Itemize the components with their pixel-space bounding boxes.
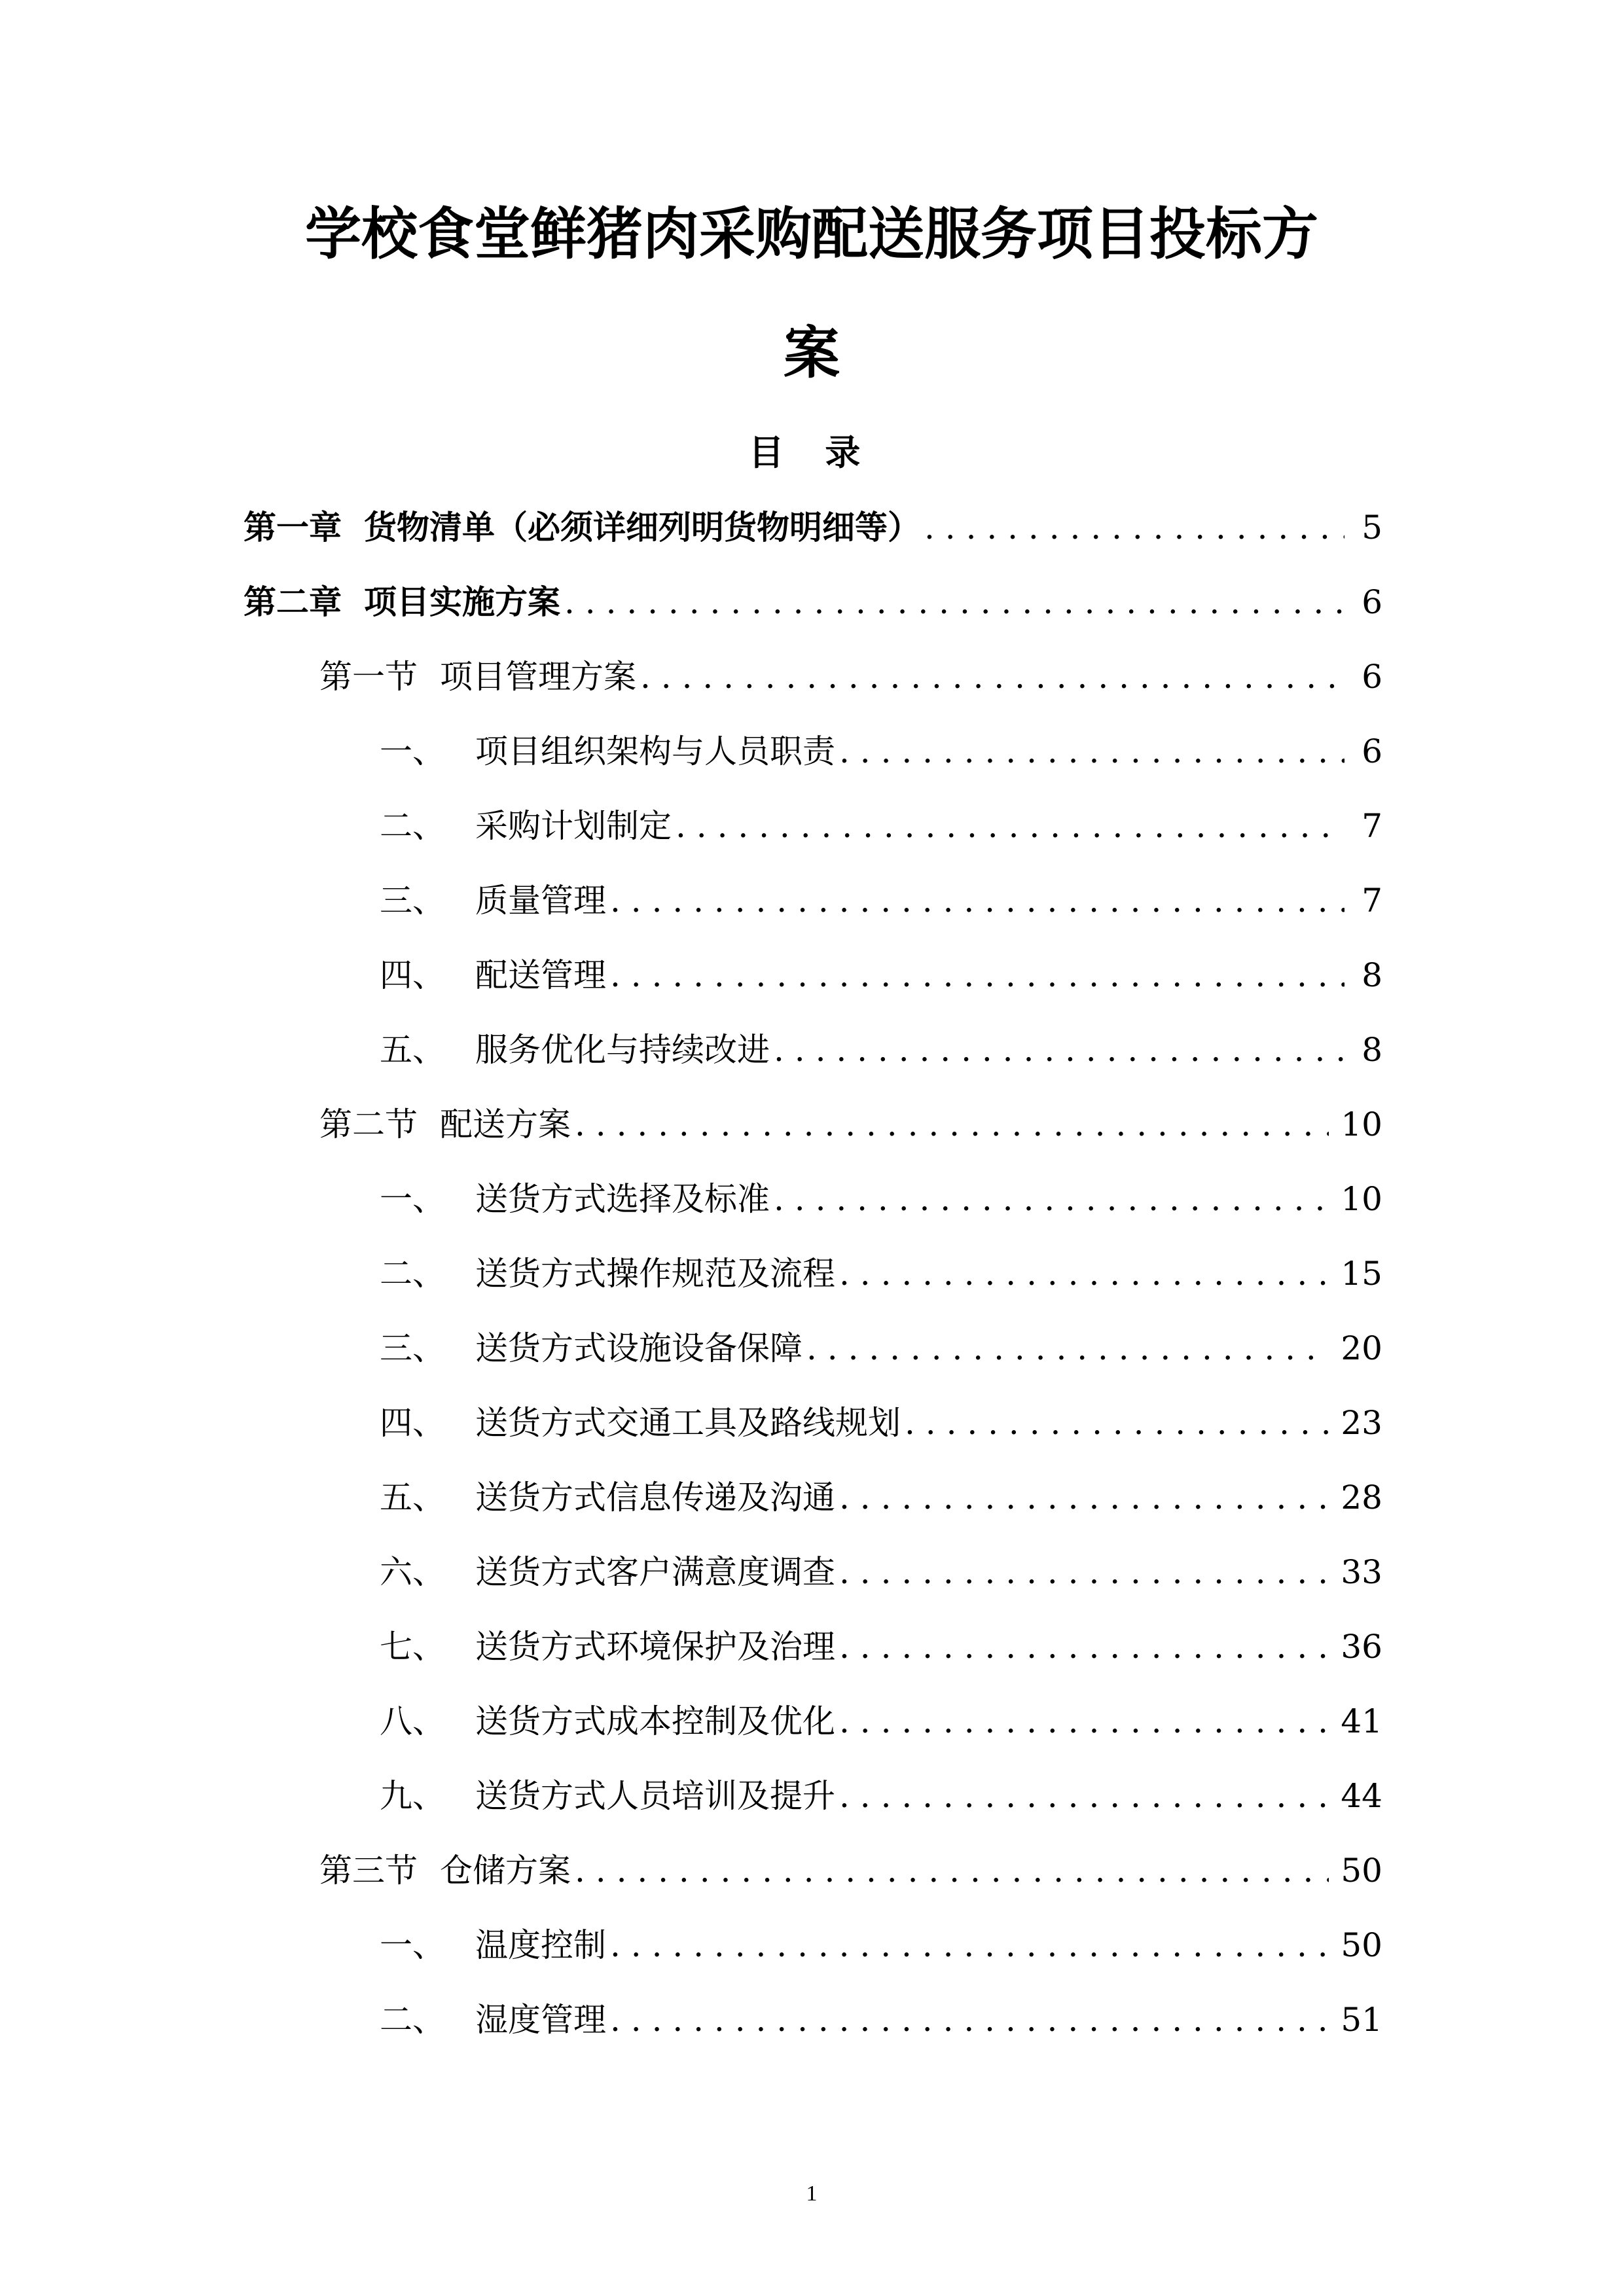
toc-leader	[676, 800, 1344, 852]
toc-item[interactable]	[244, 800, 1382, 874]
toc-leader	[839, 1770, 1329, 1822]
toc-entry-label: 项目实施方案	[364, 583, 560, 621]
toc-entry-label: 送货方式交通工具及路线规划	[475, 1404, 901, 1442]
toc-entry-number: 二、	[380, 1255, 445, 1293]
toc-leader	[774, 1173, 1329, 1225]
toc-entry-label: 送货方式选择及标准	[475, 1180, 770, 1218]
toc-entry-page: 6	[1362, 583, 1382, 621]
toc-entry-number: 第二章	[244, 583, 342, 621]
toc-entry-number: 一、	[380, 732, 445, 770]
toc-entry-label: 送货方式信息传递及沟通	[475, 1479, 835, 1516]
toc-entry-number: 第二节	[319, 1105, 418, 1143]
toc-entry-page: 44	[1341, 1777, 1382, 1815]
toc-item[interactable]	[244, 1247, 1382, 1322]
toc-leader	[610, 1994, 1329, 2046]
toc-item[interactable]	[244, 949, 1382, 1024]
toc-leader	[839, 725, 1344, 778]
toc-heading: 目 录	[748, 432, 875, 473]
toc-entry-page: 6	[1362, 658, 1382, 696]
toc-item[interactable]	[244, 1994, 1382, 2068]
toc-leader	[839, 1247, 1329, 1300]
toc-entry-number: 一、	[380, 1180, 445, 1218]
toc-entry-label: 质量管理	[475, 882, 606, 920]
toc-item[interactable]	[244, 874, 1382, 949]
toc-leader	[610, 874, 1344, 927]
document-title-line1: 学校食堂鲜猪肉采购配送服务项目投标方	[305, 202, 1318, 267]
toc-entry-page: 20	[1341, 1329, 1382, 1367]
toc-leader	[610, 949, 1344, 1001]
toc-section-2-2[interactable]	[244, 1098, 1382, 1173]
toc-entry-page: 41	[1341, 1702, 1382, 1740]
toc-chapter-1[interactable]	[244, 501, 1382, 576]
toc-entry-number: 四、	[380, 1404, 445, 1442]
toc-entry-label: 送货方式操作规范及流程	[475, 1255, 835, 1293]
toc-item[interactable]	[244, 1397, 1382, 1471]
toc-entry-page: 7	[1362, 807, 1382, 845]
page-number: 1	[806, 2181, 818, 2206]
toc-entry-label: 送货方式成本控制及优化	[475, 1702, 835, 1740]
toc-leader	[640, 651, 1344, 703]
toc-item[interactable]	[244, 1471, 1382, 1546]
toc-leader	[924, 501, 1344, 554]
toc-entry-label: 送货方式客户满意度调查	[475, 1553, 835, 1591]
toc-entry-page: 7	[1362, 882, 1382, 920]
toc-entry-number: 第三节	[319, 1852, 418, 1890]
toc-entry-label: 配送管理	[475, 956, 606, 994]
toc-entry-page: 36	[1341, 1628, 1382, 1666]
toc-entry-number: 第一章	[244, 509, 342, 547]
toc-entry-number: 三、	[380, 1329, 445, 1367]
toc-item[interactable]	[244, 1024, 1382, 1098]
toc-leader	[806, 1322, 1329, 1374]
toc-entry-label: 湿度管理	[475, 2001, 606, 2039]
toc-leader	[575, 1098, 1329, 1151]
toc-entry-label: 送货方式环境保护及治理	[475, 1628, 835, 1666]
toc-entry-page: 5	[1362, 509, 1382, 547]
toc-section-2-3[interactable]	[244, 1844, 1382, 1919]
toc-leader	[839, 1621, 1329, 1673]
toc-entry-number: 二、	[380, 2001, 445, 2039]
toc-leader	[575, 1844, 1329, 1897]
toc-entry-label: 服务优化与持续改进	[475, 1031, 770, 1069]
toc-leader	[564, 576, 1344, 628]
toc-leader	[839, 1546, 1329, 1598]
toc-entry-label: 项目组织架构与人员职责	[475, 732, 835, 770]
toc-leader	[905, 1397, 1329, 1449]
toc-entry-number: 二、	[380, 807, 445, 845]
toc-item[interactable]	[244, 1919, 1382, 1994]
toc-entry-number: 九、	[380, 1777, 445, 1815]
toc-entry-label: 仓储方案	[440, 1852, 571, 1890]
toc-item[interactable]	[244, 1695, 1382, 1770]
toc-chapter-2[interactable]	[244, 576, 1382, 651]
toc-leader	[839, 1695, 1329, 1748]
toc-entry-label: 采购计划制定	[475, 807, 672, 845]
toc-entry-page: 50	[1341, 1926, 1382, 1964]
toc-entry-page: 15	[1341, 1255, 1382, 1293]
toc-entry-number: 六、	[380, 1553, 445, 1591]
toc-entry-page: 6	[1362, 732, 1382, 770]
toc-entry-page: 50	[1341, 1852, 1382, 1890]
toc-entry-page: 8	[1362, 956, 1382, 994]
toc-leader	[774, 1024, 1344, 1076]
toc-section-2-1[interactable]	[244, 651, 1382, 725]
toc-entry-page: 28	[1341, 1479, 1382, 1516]
toc-entry-label: 配送方案	[440, 1105, 571, 1143]
toc-item[interactable]	[244, 725, 1382, 800]
toc-entry-page: 8	[1362, 1031, 1382, 1069]
toc-leader	[610, 1919, 1329, 1971]
toc-entry-label: 温度控制	[475, 1926, 606, 1964]
toc-item[interactable]	[244, 1770, 1382, 1844]
toc-entry-number: 五、	[380, 1479, 445, 1516]
toc-item[interactable]	[244, 1173, 1382, 1247]
toc-entry-number: 四、	[380, 956, 445, 994]
toc-entry-label: 项目管理方案	[440, 658, 636, 696]
toc-entry-page: 10	[1341, 1105, 1382, 1143]
toc-item[interactable]	[244, 1322, 1382, 1397]
toc-item[interactable]	[244, 1546, 1382, 1621]
toc-entry-page: 10	[1341, 1180, 1382, 1218]
toc-leader	[839, 1471, 1329, 1524]
toc-entry-page: 33	[1341, 1553, 1382, 1591]
toc-entry-label: 送货方式人员培训及提升	[475, 1777, 835, 1815]
toc-entry-number: 八、	[380, 1702, 445, 1740]
toc-entry-number: 一、	[380, 1926, 445, 1964]
toc-entry-label: 送货方式设施设备保障	[475, 1329, 803, 1367]
toc-entry-number: 五、	[380, 1031, 445, 1069]
toc-entry-page: 51	[1341, 2001, 1382, 2039]
document-title-line2: 案	[784, 321, 840, 386]
toc-entry-number: 三、	[380, 882, 445, 920]
toc-item[interactable]	[244, 1621, 1382, 1695]
table-of-contents	[244, 501, 1382, 2068]
toc-entry-label: 货物清单（必须详细列明货物明细等）	[364, 509, 920, 547]
toc-entry-number: 七、	[380, 1628, 445, 1666]
toc-entry-number: 第一节	[319, 658, 418, 696]
toc-entry-page: 23	[1341, 1404, 1382, 1442]
